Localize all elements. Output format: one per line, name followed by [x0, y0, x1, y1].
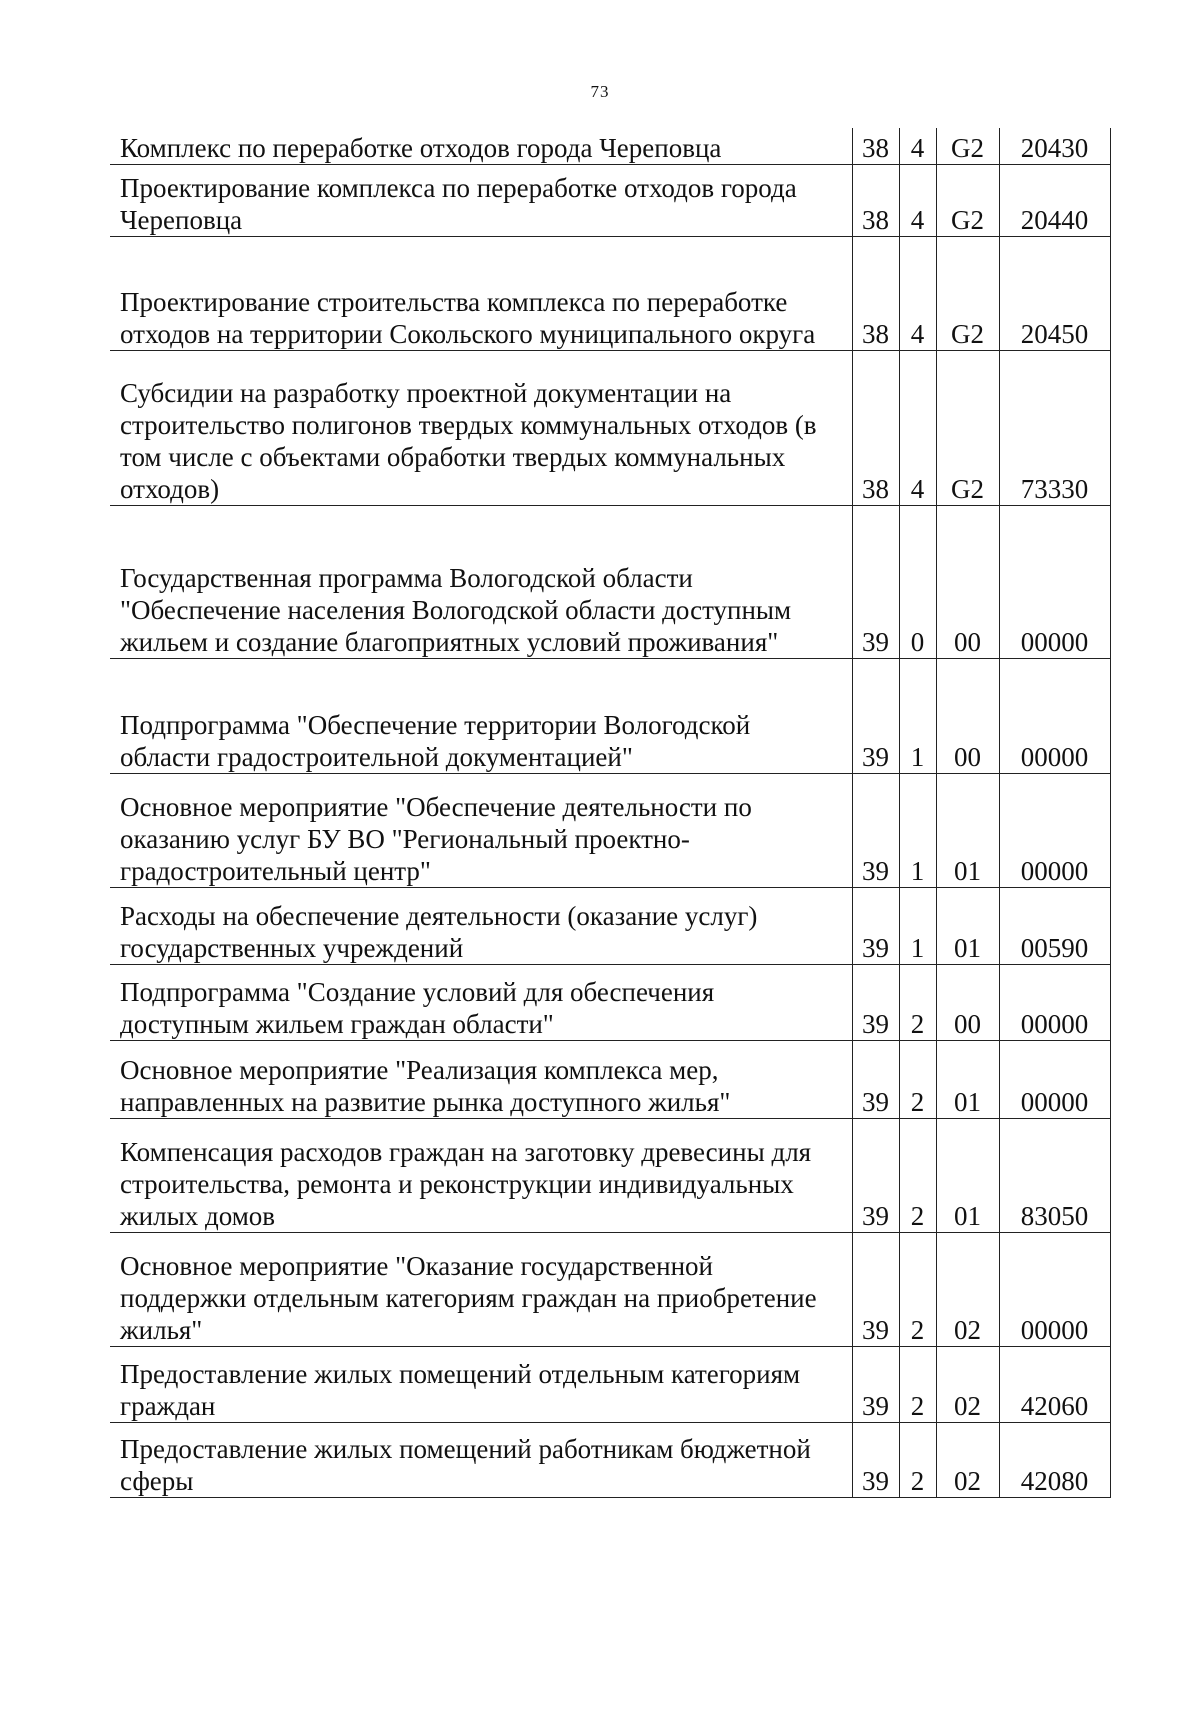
table-row [110, 887, 1110, 964]
expense-name-cell: Основное мероприятие "Обеспечение деятельности по оказанию услуг БУ ВО "Региональный проектно-градостроительный центр" [110, 773, 852, 887]
direction-code-cell: 00000 [999, 1232, 1110, 1346]
subprogram-code-cell: 4 [899, 164, 936, 236]
direction-code-cell: 42080 [999, 1422, 1110, 1497]
table-row [110, 128, 1110, 164]
expense-name-cell: Проектирование комплекса по переработке отходов города Череповца [110, 164, 852, 236]
subprogram-code-cell: 1 [899, 658, 936, 773]
direction-code-cell: 00000 [999, 658, 1110, 773]
activity-code-cell: G2 [936, 164, 999, 236]
expense-name-cell: Предоставление жилых помещений отдельным категориям граждан [110, 1346, 852, 1422]
page-number: 73 [590, 82, 610, 101]
activity-code-cell: 00 [936, 505, 999, 658]
table-body [110, 128, 1110, 1497]
direction-code-cell: 00000 [999, 1040, 1110, 1118]
expense-name-cell: Государственная программа Вологодской области "Обеспечение населения Вологодской области доступным жильем и создание благоприятных условий проживания" [110, 505, 852, 658]
activity-code-cell: 02 [936, 1232, 999, 1346]
expense-name-cell: Основное мероприятие "Оказание государственной поддержки отдельным категориям граждан на приобретение жилья" [110, 1232, 852, 1346]
activity-code-cell: 01 [936, 1040, 999, 1118]
table-row [110, 658, 1110, 773]
subprogram-code-cell: 4 [899, 350, 936, 505]
subprogram-code-cell: 2 [899, 1422, 936, 1497]
direction-code-cell: 73330 [999, 350, 1110, 505]
expense-name-cell: Проектирование строительства комплекса по переработке отходов на территории Сокольского муниципального округа [110, 236, 852, 350]
expense-name-cell: Расходы на обеспечение деятельности (оказание услуг) государственных учреждений [110, 887, 852, 964]
table-row [110, 1232, 1110, 1346]
budget-classification-table [110, 128, 1111, 1498]
program-code-cell: 39 [852, 1040, 899, 1118]
expense-name-cell: Субсидии на разработку проектной документации на строительство полигонов твердых коммунальных отходов (в том числе с объектами обработки твердых коммунальных отходов) [110, 350, 852, 505]
expense-name-cell: Комплекс по переработке отходов города Череповца [110, 128, 852, 164]
program-code-cell: 39 [852, 1118, 899, 1232]
program-code-cell: 39 [852, 1346, 899, 1422]
direction-code-cell: 42060 [999, 1346, 1110, 1422]
expense-name-cell: Подпрограмма "Обеспечение территории Вологодской области градостроительной документацией" [110, 658, 852, 773]
expense-name-cell: Подпрограмма "Создание условий для обеспечения доступным жильем граждан области" [110, 964, 852, 1040]
direction-code-cell: 20430 [999, 128, 1110, 164]
subprogram-code-cell: 1 [899, 773, 936, 887]
activity-code-cell: G2 [936, 236, 999, 350]
table-row [110, 1118, 1110, 1232]
activity-code-cell: 01 [936, 773, 999, 887]
activity-code-cell: 01 [936, 1118, 999, 1232]
direction-code-cell: 83050 [999, 1118, 1110, 1232]
direction-code-cell: 20450 [999, 236, 1110, 350]
program-code-cell: 38 [852, 128, 899, 164]
activity-code-cell: G2 [936, 350, 999, 505]
program-code-cell: 39 [852, 773, 899, 887]
table-row [110, 1040, 1110, 1118]
subprogram-code-cell: 4 [899, 236, 936, 350]
expense-name-cell: Основное мероприятие "Реализация комплекса мер, направленных на развитие рынка доступного жилья" [110, 1040, 852, 1118]
program-code-cell: 39 [852, 1232, 899, 1346]
subprogram-code-cell: 4 [899, 128, 936, 164]
subprogram-code-cell: 2 [899, 1346, 936, 1422]
activity-code-cell: G2 [936, 128, 999, 164]
direction-code-cell: 20440 [999, 164, 1110, 236]
activity-code-cell: 00 [936, 964, 999, 1040]
activity-code-cell: 02 [936, 1422, 999, 1497]
table-row [110, 773, 1110, 887]
subprogram-code-cell: 2 [899, 1232, 936, 1346]
subprogram-code-cell: 2 [899, 964, 936, 1040]
expense-name-cell: Предоставление жилых помещений работникам бюджетной сферы [110, 1422, 852, 1497]
program-code-cell: 39 [852, 964, 899, 1040]
subprogram-code-cell: 0 [899, 505, 936, 658]
table-row [110, 964, 1110, 1040]
table-row [110, 1346, 1110, 1422]
direction-code-cell: 00000 [999, 505, 1110, 658]
program-code-cell: 38 [852, 236, 899, 350]
table-row [110, 236, 1110, 350]
subprogram-code-cell: 2 [899, 1040, 936, 1118]
direction-code-cell: 00000 [999, 773, 1110, 887]
table-row [110, 164, 1110, 236]
program-code-cell: 39 [852, 505, 899, 658]
activity-code-cell: 02 [936, 1346, 999, 1422]
program-code-cell: 38 [852, 350, 899, 505]
program-code-cell: 39 [852, 887, 899, 964]
table-row [110, 1422, 1110, 1497]
table-row [110, 505, 1110, 658]
subprogram-code-cell: 2 [899, 1118, 936, 1232]
activity-code-cell: 00 [936, 658, 999, 773]
activity-code-cell: 01 [936, 887, 999, 964]
expense-name-cell: Компенсация расходов граждан на заготовку древесины для строительства, ремонта и реконструкции индивидуальных жилых домов [110, 1118, 852, 1232]
table-row [110, 350, 1110, 505]
program-code-cell: 39 [852, 658, 899, 773]
program-code-cell: 38 [852, 164, 899, 236]
program-code-cell: 39 [852, 1422, 899, 1497]
direction-code-cell: 00590 [999, 887, 1110, 964]
subprogram-code-cell: 1 [899, 887, 936, 964]
direction-code-cell: 00000 [999, 964, 1110, 1040]
